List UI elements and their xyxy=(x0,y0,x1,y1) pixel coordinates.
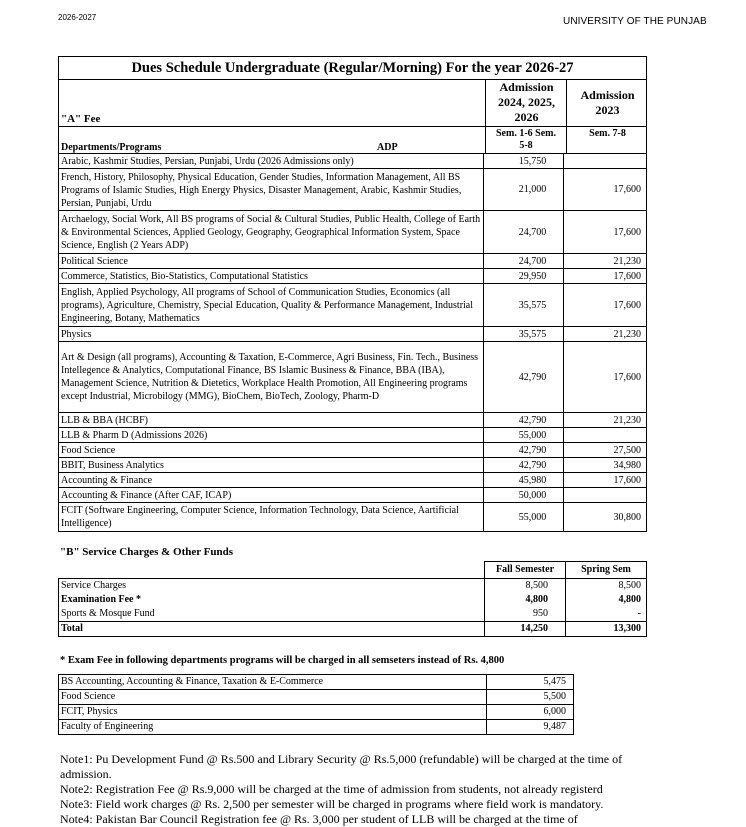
service-row xyxy=(59,621,646,636)
col1-semester xyxy=(485,127,566,153)
fee-row xyxy=(59,253,646,268)
fee-admission-2024: 24,700 xyxy=(484,211,565,253)
fee-admission-2023 xyxy=(564,428,646,442)
fee-admission-2023: 17,600 xyxy=(613,270,641,282)
fee-admission-2024: 15,750 xyxy=(484,154,565,168)
fee-row xyxy=(59,153,646,168)
program-description: Arabic, Kashmir Studies, Persian, Punjabi, Urdu (2026 Admissions only) xyxy=(59,154,484,168)
col1-header-line: 2026 xyxy=(514,110,539,124)
exam-fee-row xyxy=(59,675,573,689)
fee-row xyxy=(59,326,646,341)
program-description: Art & Design (all programs), Accounting & Taxation, E-Commerce, Agri Business, Fin. Tech., Business Intellegence & Analytics, Computational Finance, BS Islamic Business & Finance, BBA (IBA), Management Science, Nutrition & Dietetics, Workplace Health Promotion, All Engineering programs except Industrial, Microbilogy (MMG), BioChem, BioTech, Zoology, Pharm-D xyxy=(59,342,484,412)
fee-header xyxy=(59,80,646,126)
exam-fee-row xyxy=(59,719,573,734)
fee-admission-2024: 42,790 xyxy=(484,413,565,427)
note-2: Note2: Registration Fee @ Rs.9,000 will be charged at the time of admission from students, not already registerd xyxy=(60,782,603,796)
section-a-label: "A" Fee xyxy=(61,113,101,125)
fee-admission-2024: 55,000 xyxy=(484,503,565,531)
col-admission-2023-header xyxy=(566,80,648,126)
fee-row xyxy=(59,283,646,326)
program-description: LLB & Pharm D (Admissions 2026) xyxy=(59,428,484,442)
fee-admission-2023 xyxy=(564,488,646,502)
fall-amount: 14,250 xyxy=(485,622,566,636)
fee-admission-2023: 17,600 xyxy=(613,474,641,486)
program-description: LLB & BBA (HCBF) xyxy=(59,413,484,427)
program-description: Political Science xyxy=(59,254,484,268)
exam-fee-table xyxy=(58,674,574,735)
fee-admission-2023: 17,600 xyxy=(613,226,641,238)
fee-admission-2024: 42,790 xyxy=(484,443,565,457)
fee-admission-2024: 45,980 xyxy=(484,473,565,487)
program-description: Archaelogy, Social Work, All BS programs of Social & Cultural Studies, Public Health, College of Earth & Environmental Sciences, Applied Geology, Geography, Geographical Information System, Space Science, English (2 Years ADP) xyxy=(59,211,484,253)
fee-admission-2024: 35,575 xyxy=(484,284,565,326)
col1-header-line: 2024, 2025, xyxy=(498,95,555,109)
fee-admission-2023: 17,600 xyxy=(613,371,641,383)
col1-header-line: Admission xyxy=(499,80,554,94)
exam-fee-amount: 5,500 xyxy=(543,691,566,702)
fee-row xyxy=(59,427,646,442)
note-4: Note4: Pakistan Bar Council Registration fee @ Rs. 3,000 per student of LLB will be charged at the time of xyxy=(60,812,578,826)
fee-admission-2024: 29,950 xyxy=(484,269,565,283)
program-description: French, History, Philosophy, Physical Education, Gender Studies, Information Management, All BS Programs of Islamic Studies, High Energy Physics, Disaster Management, Arabic, Kashmir Studies, Persian, Punjabi, Urdu xyxy=(59,169,484,210)
service-charges-table xyxy=(58,561,647,637)
service-row xyxy=(59,579,646,593)
program-description: BBIT, Business Analytics xyxy=(59,458,484,472)
spring-amount: 4,800 xyxy=(618,594,641,605)
departments-header: Departments/Programs xyxy=(61,142,162,153)
program-description: Food Science xyxy=(59,443,484,457)
fee-rows xyxy=(59,153,646,531)
fee-row xyxy=(59,210,646,253)
fee-admission-2023: 21,230 xyxy=(613,255,641,267)
fee-admission-2023: 21,230 xyxy=(613,328,641,340)
program-description: Accounting & Finance (After CAF, ICAP) xyxy=(59,488,484,502)
program-description: FCIT (Software Engineering, Computer Science, Information Technology, Data Science, Aartificial Intelligence) xyxy=(59,503,484,531)
spring-semester-header: Spring Sem xyxy=(566,561,647,578)
service-description: Examination Fee * xyxy=(59,593,485,607)
program-description: English, Applied Psychology, All programs of School of Communication Studies, Economics (all programs), Agriculture, Chemistry, Special Education, Quality & Performance Management, Industrial Engineering, Botany, Mathematics xyxy=(59,284,484,326)
exam-fee-amount: 6,000 xyxy=(543,706,566,717)
fee-table xyxy=(58,56,647,532)
note-3: Note3: Field work charges @ Rs. 2,500 per semester will be charged in programs where field work is mandatory. xyxy=(60,797,604,811)
fee-row xyxy=(59,412,646,427)
program-description: Commerce, Statistics, Bio-Statistics, Computational Statistics xyxy=(59,269,484,283)
fee-row xyxy=(59,442,646,457)
program-description: Accounting & Finance xyxy=(59,473,484,487)
service-description: Sports & Mosque Fund xyxy=(59,607,485,621)
service-description: Service Charges xyxy=(59,579,485,593)
exam-program: Food Science xyxy=(59,690,487,704)
fall-amount: 950 xyxy=(485,607,566,621)
program-description: Physics xyxy=(59,327,484,341)
exam-program: FCIT, Physics xyxy=(59,705,487,719)
fee-admission-2023: 21,230 xyxy=(613,414,641,426)
col1-sem-line: 5-8 xyxy=(519,140,533,151)
fee-admission-2023 xyxy=(564,154,646,168)
fee-admission-2023: 27,500 xyxy=(613,444,641,456)
service-rows xyxy=(58,578,647,637)
exam-fee-row xyxy=(59,704,573,719)
col1-sem-line: Sem. 1-6 Sem. xyxy=(496,128,556,139)
adp-header: ADP xyxy=(377,142,398,153)
fee-row xyxy=(59,268,646,283)
exam-fee-amount: 9,487 xyxy=(543,721,566,732)
fee-admission-2024: 50,000 xyxy=(484,488,565,502)
spring-amount: 8,500 xyxy=(618,580,641,591)
col2-semester: Sem. 7-8 xyxy=(566,127,648,153)
fee-admission-2023: 34,980 xyxy=(613,459,641,471)
page-title: Dues Schedule Undergraduate (Regular/Morning) For the year 2026-27 xyxy=(59,57,646,80)
fee-row xyxy=(59,168,646,210)
fee-admission-2024: 55,000 xyxy=(484,428,565,442)
fee-row xyxy=(59,341,646,412)
fee-row xyxy=(59,457,646,472)
fall-amount: 4,800 xyxy=(485,593,566,607)
fall-amount: 8,500 xyxy=(485,579,566,593)
exam-fee-note: * Exam Fee in following departments programs will be charged in all semseters instead of Rs. 4,800 xyxy=(60,655,505,666)
year-label: 2026-2027 xyxy=(58,13,97,22)
fee-admission-2023: 30,800 xyxy=(613,511,641,523)
exam-program: Faculty of Engineering xyxy=(59,720,487,734)
fee-admission-2024: 21,000 xyxy=(484,169,565,210)
exam-program: BS Accounting, Accounting & Finance, Taxation & E-Commerce xyxy=(59,675,487,689)
col-admission-2024-header xyxy=(485,80,567,126)
col2-header-line: Admission xyxy=(580,88,635,102)
spring-amount: - xyxy=(637,608,641,619)
fee-row xyxy=(59,487,646,502)
fee-row xyxy=(59,502,646,531)
fall-semester-header: Fall Semester xyxy=(484,561,566,578)
spring-amount: 13,300 xyxy=(613,623,641,634)
exam-fee-row xyxy=(59,689,573,704)
fee-admission-2023: 17,600 xyxy=(613,299,641,311)
service-description: Total xyxy=(59,622,485,636)
fee-admission-2024: 35,575 xyxy=(484,327,565,341)
semester-row xyxy=(59,126,646,153)
notes xyxy=(60,752,660,827)
fee-admission-2023: 17,600 xyxy=(613,184,641,195)
note-1: Note1: Pu Development Fund @ Rs.500 and Library Security @ Rs.5,000 (refundable) will be charged at the time of admission. xyxy=(60,752,623,781)
col2-header-line: 2023 xyxy=(595,103,620,117)
exam-fee-amount: 5,475 xyxy=(543,676,566,687)
fee-admission-2024: 42,790 xyxy=(484,458,565,472)
university-name: UNIVERSITY OF THE PUNJAB xyxy=(563,16,707,27)
fee-admission-2024: 42,790 xyxy=(484,342,565,412)
fee-row xyxy=(59,472,646,487)
fee-admission-2024: 24,700 xyxy=(484,254,565,268)
section-b-label: "B" Service Charges & Other Funds xyxy=(60,546,234,558)
service-row xyxy=(59,607,646,621)
service-row xyxy=(59,593,646,607)
